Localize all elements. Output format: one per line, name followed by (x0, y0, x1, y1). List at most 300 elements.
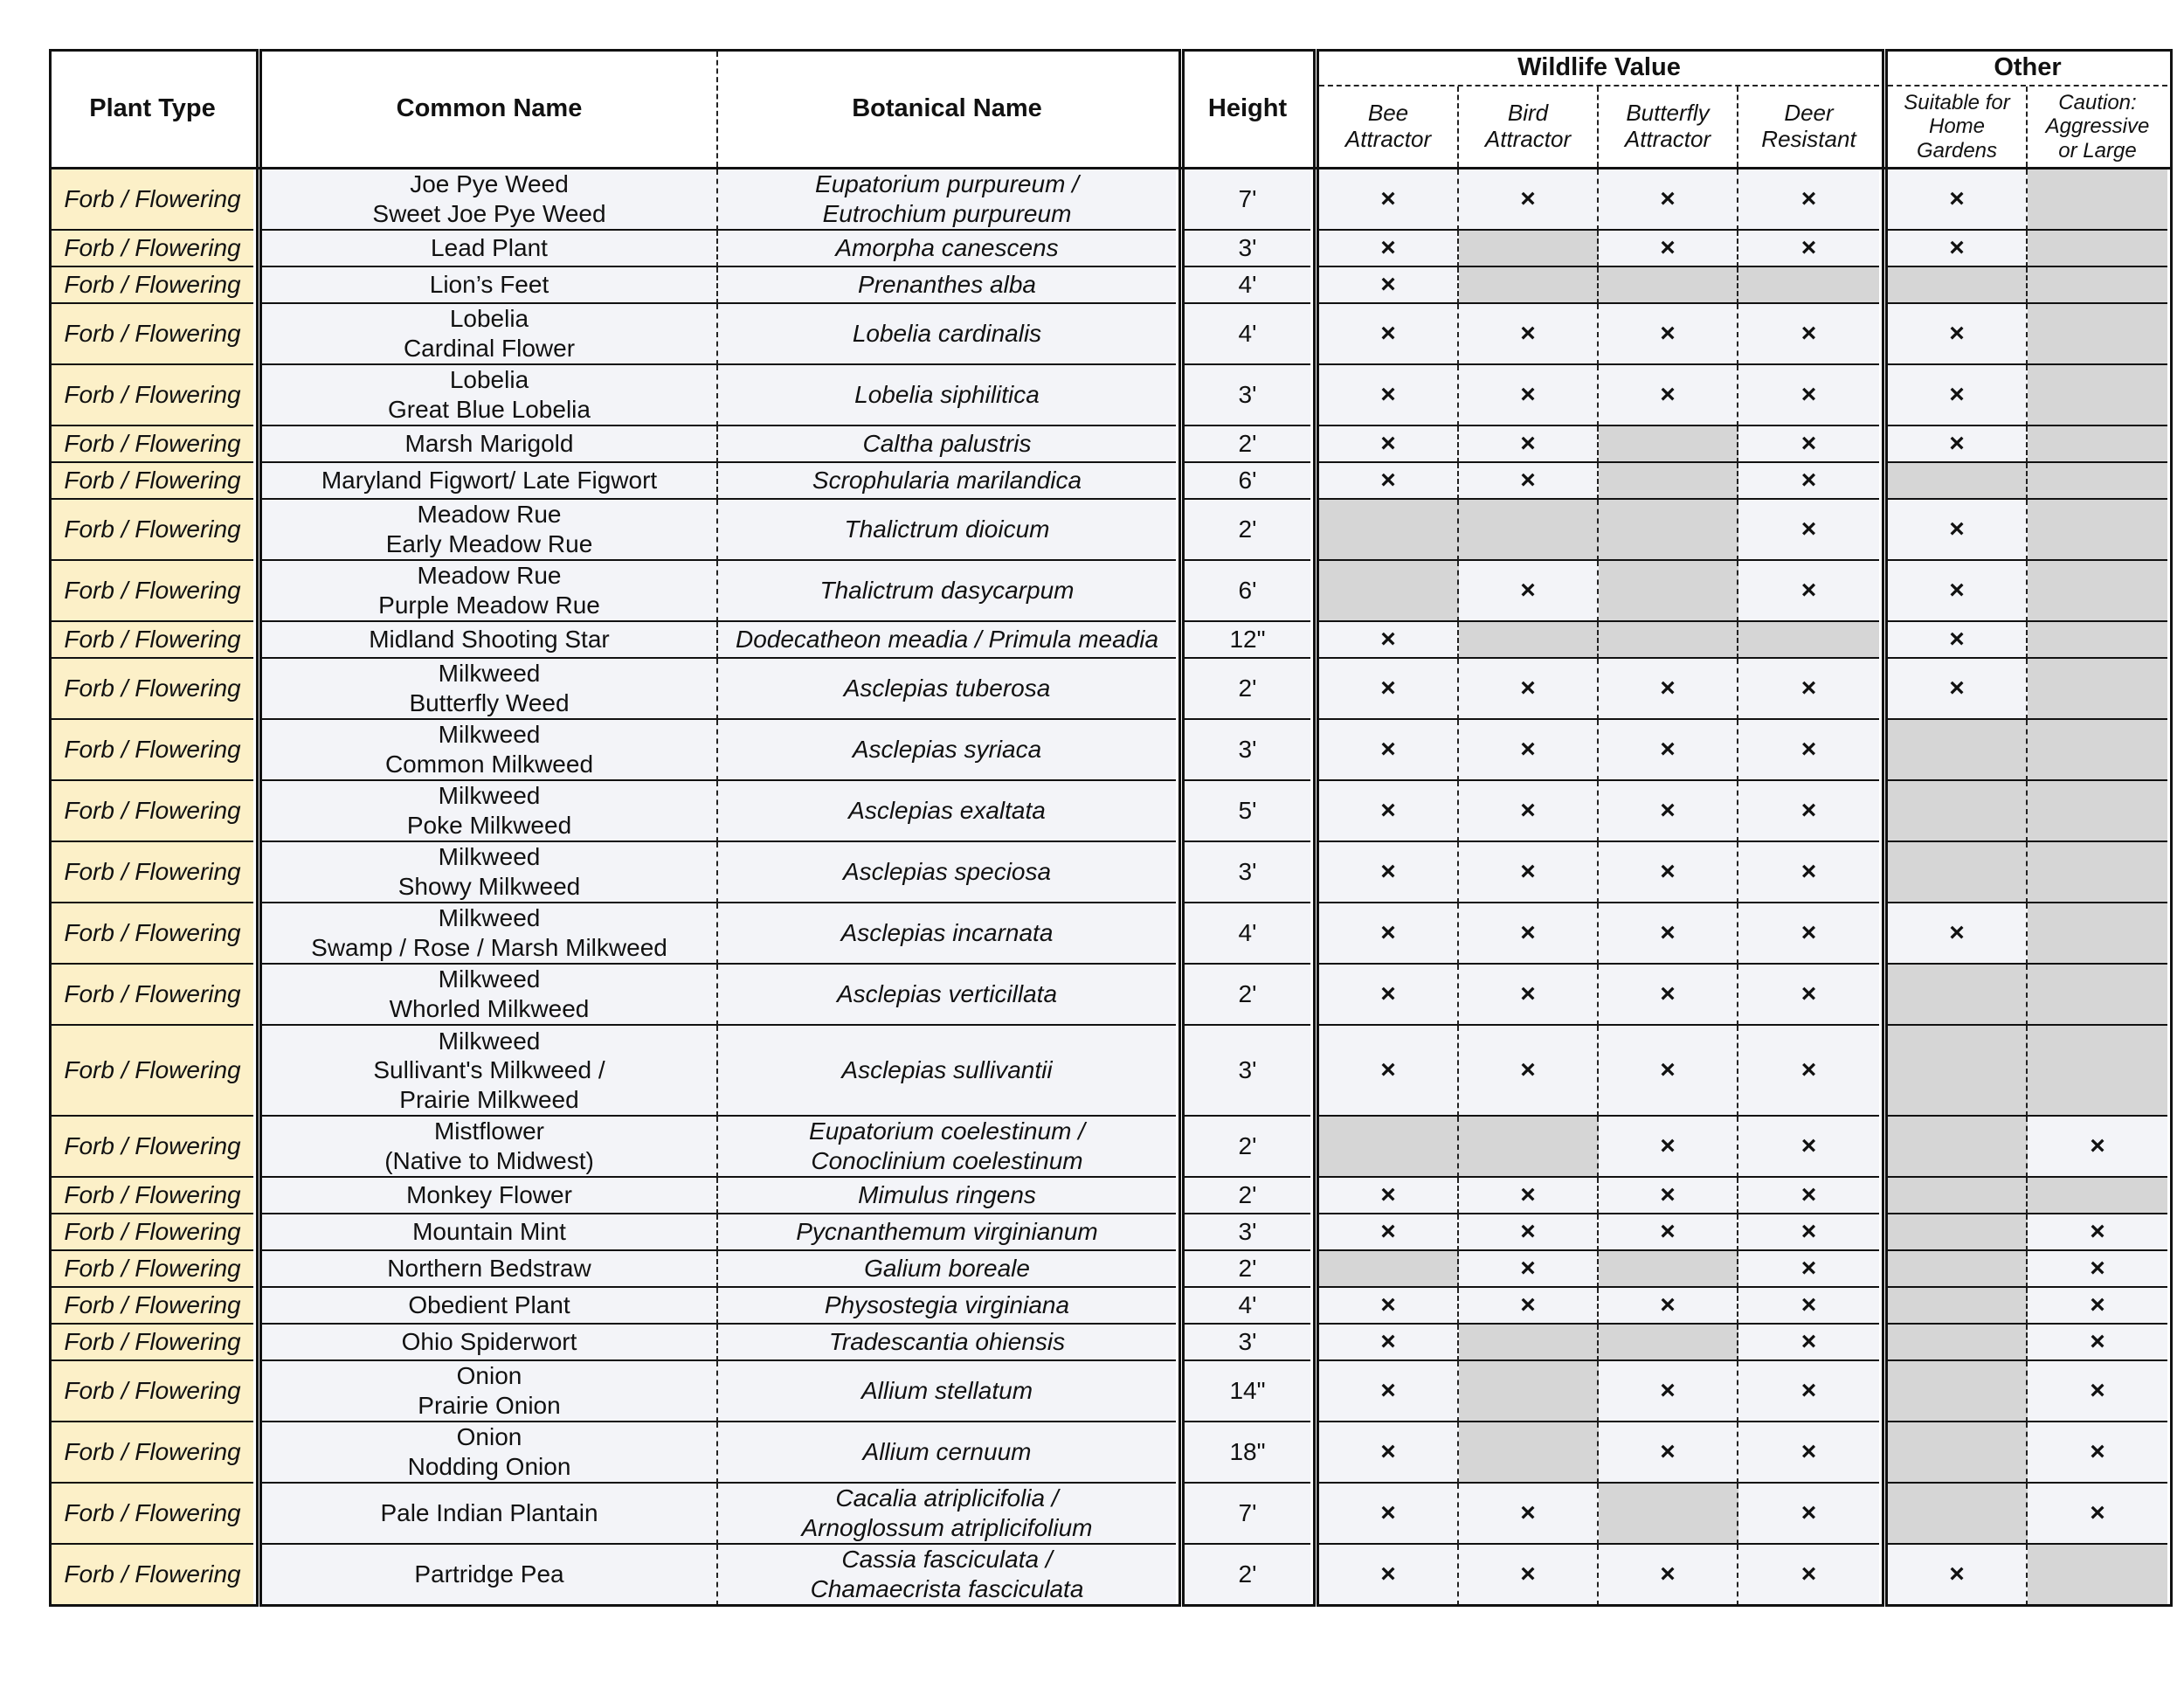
cell-height-text: 18" (1229, 1438, 1266, 1466)
cell-bee (1319, 903, 1459, 965)
cell-plant-type-text: Forb / Flowering (64, 577, 241, 605)
cell-height-text: 3' (1238, 1218, 1257, 1246)
check-mark: × (1380, 184, 1396, 213)
cell-plant-type-text: Forb / Flowering (64, 980, 241, 1008)
cell-butterfly (1599, 169, 1738, 231)
cell-home-gardens (1888, 231, 2028, 267)
cell-height-text: 2' (1238, 430, 1257, 458)
check-mark: × (1660, 184, 1676, 213)
header-height-text: Height (1207, 94, 1288, 123)
cell-botanical-name-text: Asclepias exaltata (848, 797, 1046, 825)
cell-caution (2028, 267, 2167, 304)
cell-butterfly (1599, 1214, 1738, 1251)
cell-common-name (262, 500, 718, 561)
cell-height (1185, 781, 1310, 842)
cell-botanical-name (718, 365, 1176, 426)
cell-bee (1319, 781, 1459, 842)
cell-deer (1738, 267, 1879, 304)
check-mark: × (1800, 796, 1817, 825)
check-mark: × (1660, 319, 1676, 348)
cell-common-name-text: Monkey Flower (406, 1181, 572, 1209)
cell-butterfly (1599, 1251, 1738, 1288)
cell-common-name-text: Milkweed Showy Milkweed (397, 843, 581, 900)
header-common-name (262, 52, 718, 167)
cell-plant-type (52, 659, 253, 720)
cell-bird (1459, 426, 1599, 463)
check-mark: × (1520, 979, 1536, 1008)
cell-butterfly (1599, 1484, 1738, 1545)
cell-bird (1459, 903, 1599, 965)
check-mark: × (1380, 979, 1396, 1008)
cell-deer (1738, 231, 1879, 267)
check-mark: × (1660, 918, 1676, 947)
check-mark: × (1520, 184, 1536, 213)
cell-common-name (262, 965, 718, 1026)
cell-plant-type-text: Forb / Flowering (64, 320, 241, 348)
cell-height (1185, 659, 1310, 720)
cell-bird (1459, 1251, 1599, 1288)
cell-caution (2028, 1178, 2167, 1214)
cell-height-text: 12" (1229, 626, 1266, 654)
check-mark: × (1800, 1254, 1817, 1283)
check-mark: × (2090, 1131, 2105, 1160)
cell-caution (2028, 1117, 2167, 1178)
cell-caution (2028, 169, 2167, 231)
cell-botanical-name (718, 720, 1176, 781)
header-deer-text: Deer Resistant (1761, 100, 1856, 152)
cell-height-text: 3' (1238, 234, 1257, 262)
header-bee-text: Bee Attractor (1344, 100, 1432, 152)
cell-bee (1319, 1325, 1459, 1361)
cell-bird (1459, 365, 1599, 426)
cell-plant-type (52, 720, 253, 781)
check-mark: × (1800, 515, 1817, 543)
check-mark: × (1520, 1290, 1536, 1319)
cell-plant-type (52, 781, 253, 842)
cell-plant-type-text: Forb / Flowering (64, 675, 241, 702)
cell-common-name (262, 1251, 718, 1288)
cell-height-text: 4' (1238, 271, 1257, 299)
cell-height-text: 6' (1238, 467, 1257, 495)
cell-botanical-name-text: Cacalia atriplicifolia / Arnoglossum atriplicifolium (801, 1484, 1093, 1541)
check-mark: × (1949, 184, 1965, 213)
check-mark: × (1520, 857, 1536, 886)
cell-caution (2028, 426, 2167, 463)
cell-common-name-text: Lobelia Great Blue Lobelia (388, 366, 591, 423)
check-mark: × (1800, 735, 1817, 764)
cell-bird (1459, 1288, 1599, 1325)
check-mark: × (1520, 429, 1536, 458)
cell-common-name (262, 365, 718, 426)
cell-botanical-name (718, 622, 1176, 659)
cell-home-gardens (1888, 500, 2028, 561)
cell-plant-type-text: Forb / Flowering (64, 1291, 241, 1319)
cell-plant-type-text: Forb / Flowering (64, 1328, 241, 1356)
cell-height (1185, 1251, 1310, 1288)
header-caution (2028, 86, 2167, 167)
cell-common-name-text: Northern Bedstraw (387, 1255, 591, 1283)
cell-botanical-name (718, 1251, 1176, 1288)
check-mark: × (1380, 625, 1396, 654)
check-mark: × (1380, 1180, 1396, 1209)
check-mark: × (1949, 1560, 1965, 1588)
cell-bird (1459, 500, 1599, 561)
cell-height-text: 4' (1238, 320, 1257, 348)
check-mark: × (1380, 1055, 1396, 1084)
cell-deer (1738, 426, 1879, 463)
cell-bee (1319, 463, 1459, 500)
cell-botanical-name (718, 426, 1176, 463)
header-botanical-name-text: Botanical Name (852, 94, 1042, 123)
cell-deer (1738, 781, 1879, 842)
cell-deer (1738, 965, 1879, 1026)
check-mark: × (1800, 466, 1817, 495)
check-mark: × (1380, 674, 1396, 702)
cell-plant-type (52, 1288, 253, 1325)
cell-common-name-text: Marsh Marigold (404, 430, 574, 458)
cell-plant-type-text: Forb / Flowering (64, 626, 241, 654)
cell-bird (1459, 1545, 1599, 1606)
cell-common-name-text: Obedient Plant (408, 1291, 570, 1319)
cell-common-name (262, 426, 718, 463)
cell-butterfly (1599, 659, 1738, 720)
cell-botanical-name (718, 965, 1176, 1026)
cell-home-gardens (1888, 720, 2028, 781)
cell-height (1185, 500, 1310, 561)
cell-botanical-name-text: Pycnanthemum virginianum (796, 1218, 1098, 1246)
cell-deer (1738, 720, 1879, 781)
check-mark: × (1800, 1498, 1817, 1527)
cell-botanical-name (718, 463, 1176, 500)
cell-common-name-text: Midland Shooting Star (369, 626, 610, 654)
check-mark: × (1520, 1217, 1536, 1246)
cell-height (1185, 903, 1310, 965)
check-mark: × (1800, 1180, 1817, 1209)
cell-bird (1459, 1117, 1599, 1178)
cell-bird (1459, 304, 1599, 365)
cell-common-name-text: Meadow Rue Early Meadow Rue (385, 501, 593, 557)
cell-home-gardens (1888, 1325, 2028, 1361)
cell-bee (1319, 231, 1459, 267)
cell-common-name-text: Maryland Figwort/ Late Figwort (321, 467, 658, 495)
check-mark: × (1660, 979, 1676, 1008)
cell-common-name (262, 1117, 718, 1178)
header-botanical-name (718, 52, 1176, 167)
cell-plant-type-text: Forb / Flowering (64, 1132, 241, 1160)
cell-plant-type (52, 1545, 253, 1606)
cell-height (1185, 1325, 1310, 1361)
cell-home-gardens (1888, 659, 2028, 720)
check-mark: × (1800, 979, 1817, 1008)
cell-deer (1738, 1484, 1879, 1545)
check-mark: × (2090, 1437, 2105, 1466)
header-butterfly-text: Butterfly Attractor (1624, 100, 1711, 152)
cell-plant-type (52, 622, 253, 659)
check-mark: × (1520, 796, 1536, 825)
cell-botanical-name-text: Tradescantia ohiensis (828, 1328, 1066, 1356)
check-mark: × (2090, 1376, 2105, 1405)
cell-bee (1319, 1545, 1459, 1606)
check-mark: × (1380, 1217, 1396, 1246)
cell-height-text: 2' (1238, 1560, 1257, 1588)
check-mark: × (2090, 1290, 2105, 1319)
cell-plant-type (52, 426, 253, 463)
cell-plant-type (52, 561, 253, 622)
cell-home-gardens (1888, 169, 2028, 231)
cell-height (1185, 842, 1310, 903)
cell-botanical-name (718, 304, 1176, 365)
cell-bee (1319, 1288, 1459, 1325)
check-mark: × (1380, 1498, 1396, 1527)
cell-bee (1319, 965, 1459, 1026)
cell-deer (1738, 842, 1879, 903)
cell-height (1185, 169, 1310, 231)
check-mark: × (1660, 1180, 1676, 1209)
cell-butterfly (1599, 1288, 1738, 1325)
cell-home-gardens (1888, 1178, 2028, 1214)
cell-home-gardens (1888, 1484, 2028, 1545)
cell-bee (1319, 1117, 1459, 1178)
cell-height-text: 5' (1238, 797, 1257, 825)
cell-common-name (262, 1214, 718, 1251)
cell-botanical-name-text: Prenanthes alba (858, 271, 1036, 299)
cell-deer (1738, 1026, 1879, 1117)
cell-butterfly (1599, 1178, 1738, 1214)
cell-height-text: 3' (1238, 1328, 1257, 1356)
cell-butterfly (1599, 463, 1738, 500)
check-mark: × (1800, 1560, 1817, 1588)
check-mark: × (1660, 1290, 1676, 1319)
cell-common-name (262, 720, 718, 781)
cell-bird (1459, 1178, 1599, 1214)
cell-home-gardens (1888, 304, 2028, 365)
cell-botanical-name-text: Mimulus ringens (858, 1181, 1036, 1209)
cell-height (1185, 1288, 1310, 1325)
cell-caution (2028, 561, 2167, 622)
header-common-name-text: Common Name (396, 94, 583, 123)
cell-plant-type (52, 1325, 253, 1361)
check-mark: × (1660, 380, 1676, 409)
cell-botanical-name (718, 231, 1176, 267)
cell-caution (2028, 622, 2167, 659)
cell-botanical-name (718, 1288, 1176, 1325)
cell-deer (1738, 1422, 1879, 1484)
cell-common-name (262, 463, 718, 500)
cell-deer (1738, 1117, 1879, 1178)
cell-deer (1738, 500, 1879, 561)
check-mark: × (1800, 1290, 1817, 1319)
cell-home-gardens (1888, 426, 2028, 463)
cell-butterfly (1599, 1361, 1738, 1422)
cell-plant-type (52, 1361, 253, 1422)
cell-height-text: 3' (1238, 1056, 1257, 1084)
check-mark: × (1800, 1217, 1817, 1246)
cell-butterfly (1599, 365, 1738, 426)
check-mark: × (1949, 515, 1965, 543)
cell-height (1185, 720, 1310, 781)
cell-deer (1738, 1361, 1879, 1422)
cell-common-name (262, 659, 718, 720)
cell-common-name-text: Milkweed Poke Milkweed (406, 782, 572, 839)
check-mark: × (1800, 380, 1817, 409)
check-mark: × (1800, 576, 1817, 605)
check-mark: × (1520, 1055, 1536, 1084)
cell-plant-type-text: Forb / Flowering (64, 1499, 241, 1527)
cell-plant-type (52, 365, 253, 426)
cell-height (1185, 426, 1310, 463)
cell-home-gardens (1888, 561, 2028, 622)
cell-height (1185, 365, 1310, 426)
cell-caution (2028, 304, 2167, 365)
cell-caution (2028, 365, 2167, 426)
cell-botanical-name-text: Allium stellatum (860, 1377, 1033, 1405)
cell-bird (1459, 1484, 1599, 1545)
check-mark: × (1380, 429, 1396, 458)
cell-botanical-name (718, 1422, 1176, 1484)
cell-bird (1459, 720, 1599, 781)
cell-home-gardens (1888, 267, 2028, 304)
cell-home-gardens (1888, 1422, 2028, 1484)
cell-plant-type-text: Forb / Flowering (64, 185, 241, 213)
check-mark: × (1800, 674, 1817, 702)
cell-home-gardens (1888, 903, 2028, 965)
cell-common-name-text: Milkweed Whorled Milkweed (389, 965, 590, 1022)
check-mark: × (1520, 1560, 1536, 1588)
cell-bird (1459, 659, 1599, 720)
cell-butterfly (1599, 1545, 1738, 1606)
check-mark: × (2090, 1498, 2105, 1527)
cell-common-name (262, 561, 718, 622)
check-mark: × (1520, 1498, 1536, 1527)
cell-plant-type (52, 965, 253, 1026)
cell-butterfly (1599, 622, 1738, 659)
check-mark: × (1520, 674, 1536, 702)
cell-butterfly (1599, 1325, 1738, 1361)
check-mark: × (1949, 233, 1965, 262)
cell-botanical-name (718, 903, 1176, 965)
cell-caution (2028, 500, 2167, 561)
cell-butterfly (1599, 1422, 1738, 1484)
check-mark: × (1660, 1560, 1676, 1588)
cell-plant-type (52, 1178, 253, 1214)
cell-plant-type-text: Forb / Flowering (64, 919, 241, 947)
cell-botanical-name-text: Asclepias syriaca (852, 736, 1042, 764)
cell-bird (1459, 267, 1599, 304)
check-mark: × (1800, 429, 1817, 458)
cell-common-name (262, 267, 718, 304)
check-mark: × (1660, 1376, 1676, 1405)
header-home (1888, 86, 2028, 167)
cell-botanical-name (718, 842, 1176, 903)
header-bird (1459, 86, 1599, 167)
cell-height-text: 3' (1238, 858, 1257, 886)
cell-butterfly (1599, 561, 1738, 622)
cell-plant-type-text: Forb / Flowering (64, 1056, 241, 1084)
cell-plant-type-text: Forb / Flowering (64, 1255, 241, 1283)
cell-height-text: 4' (1238, 919, 1257, 947)
header-butterfly (1599, 86, 1738, 167)
check-mark: × (1660, 1437, 1676, 1466)
check-mark: × (1380, 796, 1396, 825)
cell-bird (1459, 965, 1599, 1026)
check-mark: × (1800, 319, 1817, 348)
cell-botanical-name (718, 1484, 1176, 1545)
check-mark: × (1660, 735, 1676, 764)
check-mark: × (1380, 918, 1396, 947)
cell-bee (1319, 500, 1459, 561)
cell-butterfly (1599, 1026, 1738, 1117)
cell-caution (2028, 1484, 2167, 1545)
cell-bee (1319, 1178, 1459, 1214)
header-other (1888, 52, 2167, 86)
cell-deer (1738, 659, 1879, 720)
cell-caution (2028, 659, 2167, 720)
header-deer (1738, 86, 1879, 167)
cell-height-text: 2' (1238, 675, 1257, 702)
cell-deer (1738, 169, 1879, 231)
cell-botanical-name-text: Lobelia siphilitica (854, 381, 1040, 409)
check-mark: × (1800, 1055, 1817, 1084)
cell-bird (1459, 842, 1599, 903)
cell-common-name-text: Onion Nodding Onion (407, 1423, 571, 1480)
cell-deer (1738, 561, 1879, 622)
cell-height (1185, 1361, 1310, 1422)
cell-common-name-text: Mistflower (Native to Midwest) (384, 1117, 594, 1174)
header-caution-text: Caution: Aggressive or Large (2045, 90, 2150, 163)
check-mark: × (1800, 1437, 1817, 1466)
cell-bee (1319, 1214, 1459, 1251)
check-mark: × (1380, 233, 1396, 262)
cell-caution (2028, 842, 2167, 903)
cell-bee (1319, 1251, 1459, 1288)
check-mark: × (1800, 857, 1817, 886)
cell-height (1185, 1026, 1310, 1117)
cell-home-gardens (1888, 622, 2028, 659)
cell-home-gardens (1888, 1288, 2028, 1325)
cell-common-name (262, 903, 718, 965)
cell-plant-type (52, 1422, 253, 1484)
cell-height (1185, 267, 1310, 304)
cell-bee (1319, 720, 1459, 781)
cell-bee (1319, 1422, 1459, 1484)
check-mark: × (1520, 1254, 1536, 1283)
cell-height-text: 2' (1238, 515, 1257, 543)
check-mark: × (1800, 1131, 1817, 1160)
cell-height-text: 7' (1238, 1499, 1257, 1527)
cell-bee (1319, 426, 1459, 463)
cell-botanical-name-text: Allium cernuum (862, 1438, 1032, 1466)
cell-botanical-name (718, 1361, 1176, 1422)
check-mark: × (1660, 1055, 1676, 1084)
cell-botanical-name-text: Asclepias verticillata (836, 980, 1058, 1008)
cell-common-name-text: Milkweed Swamp / Rose / Marsh Milkweed (311, 904, 667, 961)
cell-botanical-name-text: Lobelia cardinalis (852, 320, 1042, 348)
cell-height-text: 3' (1238, 381, 1257, 409)
cell-plant-type-text: Forb / Flowering (64, 467, 241, 495)
cell-height (1185, 463, 1310, 500)
cell-home-gardens (1888, 965, 2028, 1026)
cell-botanical-name-text: Eupatorium purpureum / Eutrochium purpureum (815, 170, 1079, 227)
cell-home-gardens (1888, 842, 2028, 903)
cell-plant-type-text: Forb / Flowering (64, 1377, 241, 1405)
cell-bird (1459, 1214, 1599, 1251)
cell-bird (1459, 1422, 1599, 1484)
cell-plant-type (52, 169, 253, 231)
cell-butterfly (1599, 965, 1738, 1026)
check-mark: × (1520, 466, 1536, 495)
cell-bee (1319, 561, 1459, 622)
cell-common-name-text: Onion Prairie Onion (418, 1362, 561, 1419)
